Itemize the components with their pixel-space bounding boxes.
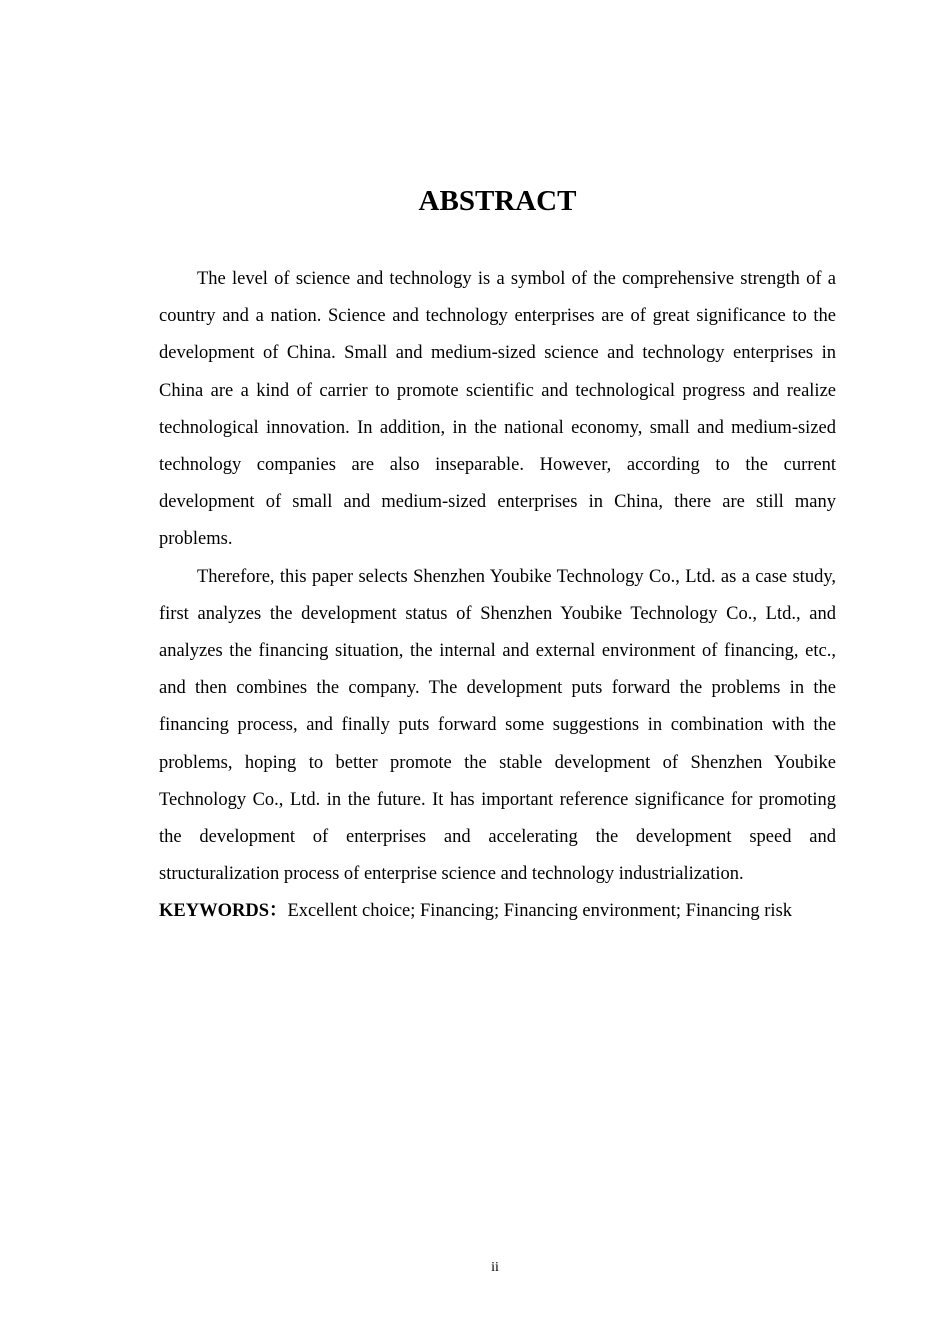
abstract-body <box>159 261 836 931</box>
abstract-paragraph-1: The level of science and technology is a symbol of the comprehensive strength of a country and a nation. Science and technology enterprises are of great significance to the development of China. Small and medium-sized science and technology enterprises in China are a kind of carrier to promote scientific and technological progress and realize technological innovation. In addition, in the national economy, small and medium-sized technology companies are also inseparable. However, according to the current development of small and medium-sized enterprises in China, there are still many problems. <box>159 269 836 550</box>
page-number: ii <box>491 1260 499 1275</box>
keywords-label: KEYWORDS： <box>159 901 288 922</box>
abstract-paragraph-2: Therefore, this paper selects Shenzhen Youbike Technology Co., Ltd. as a case study, first analyzes the development status of Shenzhen Youbike Technology Co., Ltd., and analyzes the financing situation, the internal and external environment of financing, etc., and then combines the company. The development puts forward the problems in the financing process, and finally puts forward some suggestions in combination with the problems, hoping to better promote the stable development of Shenzhen Youbike Technology Co., Ltd. in the future. It has important reference significance for promoting the development of enterprises and accelerating the development speed and structuralization process of enterprise science and technology industrialization. <box>159 566 836 885</box>
page-title: ABSTRACT <box>418 185 577 217</box>
keywords-text: Excellent choice; Financing; Financing environment; Financing risk <box>287 901 793 922</box>
keywords-line <box>159 893 836 930</box>
